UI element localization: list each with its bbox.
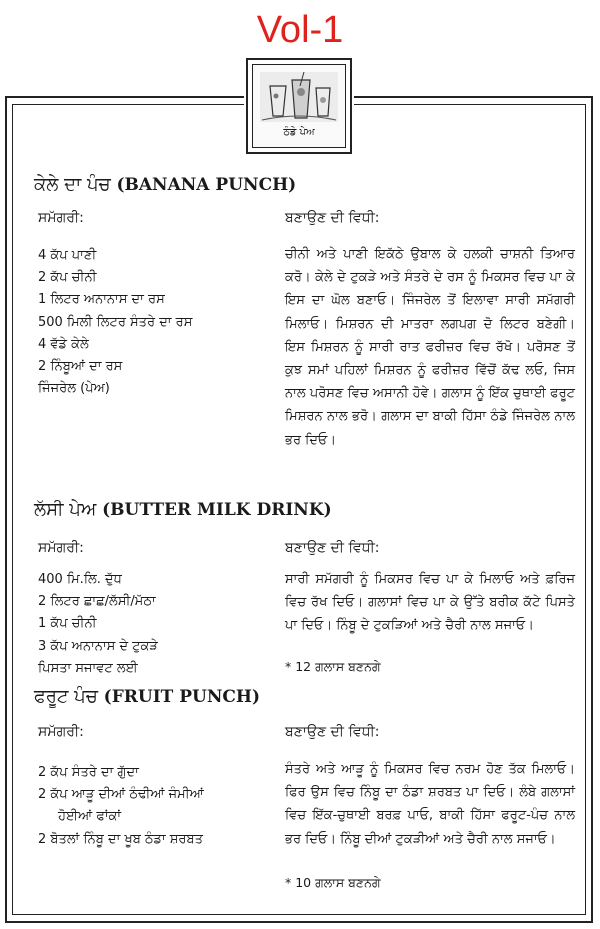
recipe-title-punjabi: ਲੱਸੀ ਪੇਅ: [34, 499, 97, 520]
method-text: ਚੀਨੀ ਅਤੇ ਪਾਣੀ ਇਕੱਠੇ ਉਬਾਲ ਕੇ ਹਲਕੀ ਚਾਸ਼ਨੀ ਤਿਆਰ ਕਰੋ। ਕੇਲੇ ਦੇ ਟੁਕੜੇ ਅਤੇ ਸੰਤਰੇ ਦੇ ਰਸ ਨੂੰ ਮਿਕਸਰ ਵਿਚ ਪਾ ਕੇ ਇਸ ਦਾ ਘੋਲ ਬਣਾਓ। ਜਿੰਜਰੇਲ ਤੋਂ ਇਲਾਵਾ ਸਾਰੀ ਸਮੱਗਰੀ ਮਿਲਾਓ। ਮਿਸ਼ਰਨ ਦੀ ਮਾਤਰਾ ਲਗਪਗ ਦੋ ਲਿਟਰ ਬਣੇਗੀ। ਇਸ ਮਿਸ਼ਰਨ ਨੂੰ ਸਾਰੀ ਰਾਤ ਫਰੀਜ਼ਰ ਵਿਚ ਰੱਖੋ। ਪਰੋਸਣ ਤੋਂ ਕੁਝ ਸਮਾਂ ਪਹਿਲਾਂ ਮਿਸ਼ਰਨ ਨੂੰ ਫਰੀਜ਼ਰ ਵਿੱਚੋਂ ਕੱਢ ਲਓ, ਜਿਸ ਨਾਲ ਪਰੋਸਣ ਵਿਚ ਅਸਾਨੀ ਹੋਵੇ। ਗਲਾਸ ਨੂੰ ਇੱਕ ਚੁਥਾਈ ਫਰੂਟ ਮਿਸ਼ਰਨ ਨਾਲ ਭਰੋ। ਗਲਾਸ ਦਾ ਬਾਕੀ ਹਿੱਸਾ ਠੰਡੇ ਜਿੰਜਰੇਲ ਨਾਲ ਭਰ ਦਿਓ।: [285, 247, 575, 448]
ingredient-item: 2 ਬੋਤਲਾਂ ਨਿੰਬੂ ਦਾ ਖੂਬ ਠੰਡਾ ਸ਼ਰਬਤ: [38, 831, 203, 847]
ingredient-item: ਜਿੰਜਰੇਲ (ਪੇਅ): [38, 381, 110, 397]
recipe-title-punjabi: ਫਰੂਟ ਪੰਚ: [34, 686, 98, 707]
recipe-title-butter-milk-drink: [34, 497, 332, 523]
ingredient-item: ਹੋਈਆਂ ਫਾਂਕਾਂ: [58, 809, 122, 825]
recipe-title-english: (BANANA PUNCH): [116, 175, 297, 195]
method-text: ਸੰਤਰੇ ਅਤੇ ਆੜੂ ਨੂੰ ਮਿਕਸਰ ਵਿਚ ਨਰਮ ਹੋਣ ਤੱਕ ਮਿਲਾਓ। ਫਿਰ ਉਸ ਵਿਚ ਨਿੰਬੂ ਦਾ ਠੰਡਾ ਸ਼ਰਬਤ ਪਾ ਦਿਓ। ਲੰਬੇ ਗਲਾਸਾਂ ਵਿਚ ਇੱਕ-ਚੁਥਾਈ ਬਰਫ਼ ਪਾਓ, ਬਾਕੀ ਹਿੱਸਾ ਫਰੂਟ-ਪੰਚ ਨਾਲ ਭਰ ਦਿਓ। ਨਿੰਬੂ ਦੀਆਂ ਟੁਕੜੀਆਂ ਅਤੇ ਚੈਰੀ ਨਾਲ ਸਜਾਓ।: [285, 762, 575, 847]
ingredients-list: [38, 762, 204, 851]
badge-caption: ਠੰਡੇ ਪੇਅ: [283, 127, 315, 138]
recipe-title-english: (FRUIT PUNCH): [103, 687, 261, 707]
recipe-title-punjabi: ਕੇਲੇ ਦਾ ਪੰਚ: [34, 174, 111, 195]
recipe-title-english: (BUTTER MILK DRINK): [102, 500, 332, 520]
volume-label: Vol-1: [256, 9, 344, 51]
ingredient-item: 1 ਕੱਪ ਚੀਨੀ: [38, 616, 97, 632]
method-text: ਸਾਰੀ ਸਮੱਗਰੀ ਨੂੰ ਮਿਕਸਰ ਵਿਚ ਪਾ ਕੇ ਮਿਲਾਓ ਅਤੇ ਫ਼ਰਿਜ ਵਿਚ ਰੱਖ ਦਿਓ। ਗਲਾਸਾਂ ਵਿਚ ਪਾ ਕੇ ਉੱਤੇ ਬਰੀਕ ਕੱਟੇ ਪਿਸਤੇ ਪਾ ਦਿਓ। ਨਿੰਬੂ ਦੇ ਟੁਕੜਿਆਂ ਅਤੇ ਚੈਰੀ ਨਾਲ ਸਜਾਓ।: [285, 572, 575, 634]
ingredient-item: 2 ਕੱਪ ਚੀਨੀ: [38, 270, 97, 286]
method-heading: ਬਣਾਉਣ ਦੀ ਵਿਧੀ:: [285, 724, 380, 740]
ingredients-list: [38, 245, 192, 400]
cold-drinks-illustration: [256, 66, 342, 126]
yield-note: * 10 ਗਲਾਸ ਬਣਨਗੇ: [285, 875, 381, 890]
ingredient-item: 4 ਵੱਡੇ ਕੇਲੇ: [38, 336, 89, 352]
yield-note: * 12 ਗਲਾਸ ਬਣਨਗੇ: [285, 659, 381, 674]
ingredient-item: 4 ਕੱਪ ਪਾਣੀ: [38, 248, 97, 263]
ingredients-heading: ਸਮੱਗਰੀ:: [38, 540, 84, 556]
ingredient-item: 3 ਕੱਪ ਅਨਾਨਾਸ ਦੇ ਟੁਕੜੇ: [38, 638, 158, 654]
method-heading: ਬਣਾਉਣ ਦੀ ਵਿਧੀ:: [285, 540, 380, 556]
method-heading: ਬਣਾਉਣ ਦੀ ਵਿਧੀ:: [285, 210, 380, 226]
ingredients-heading: ਸਮੱਗਰੀ:: [38, 210, 84, 226]
ingredient-item: 400 ਮਿ.ਲਿ. ਦੁੱਧ: [38, 572, 122, 587]
ingredient-item: 2 ਨਿੰਬੂਆਂ ਦਾ ਰਸ: [38, 358, 123, 374]
recipe-title-fruit-punch: [34, 684, 260, 710]
ingredients-heading: ਸਮੱਗਰੀ:: [38, 724, 84, 740]
ingredient-item: 2 ਕੱਪ ਸੰਤਰੇ ਦਾ ਗੁੱਦਾ: [38, 765, 139, 780]
ingredient-item: 2 ਕੱਪ ਆੜੂ ਦੀਆਂ ਠੰਢੀਆਂ ਜੰਮੀਆਂ: [38, 787, 204, 803]
recipe-title-banana-punch: [34, 172, 296, 198]
ingredient-item: 500 ਮਿਲੀ ਲਿਟਰ ਸੰਤਰੇ ਦਾ ਰਸ: [38, 314, 193, 330]
ingredient-item: 2 ਲਿਟਰ ਛਾਛ/ਲੱਸੀ/ਮੱਠਾ: [38, 594, 156, 610]
ingredients-list: [38, 569, 158, 680]
ingredient-item: ਪਿਸਤਾ ਸਜਾਵਟ ਲਈ: [38, 660, 138, 676]
ingredient-item: 1 ਲਿਟਰ ਅਨਾਨਾਸ ਦਾ ਰਸ: [38, 292, 165, 308]
